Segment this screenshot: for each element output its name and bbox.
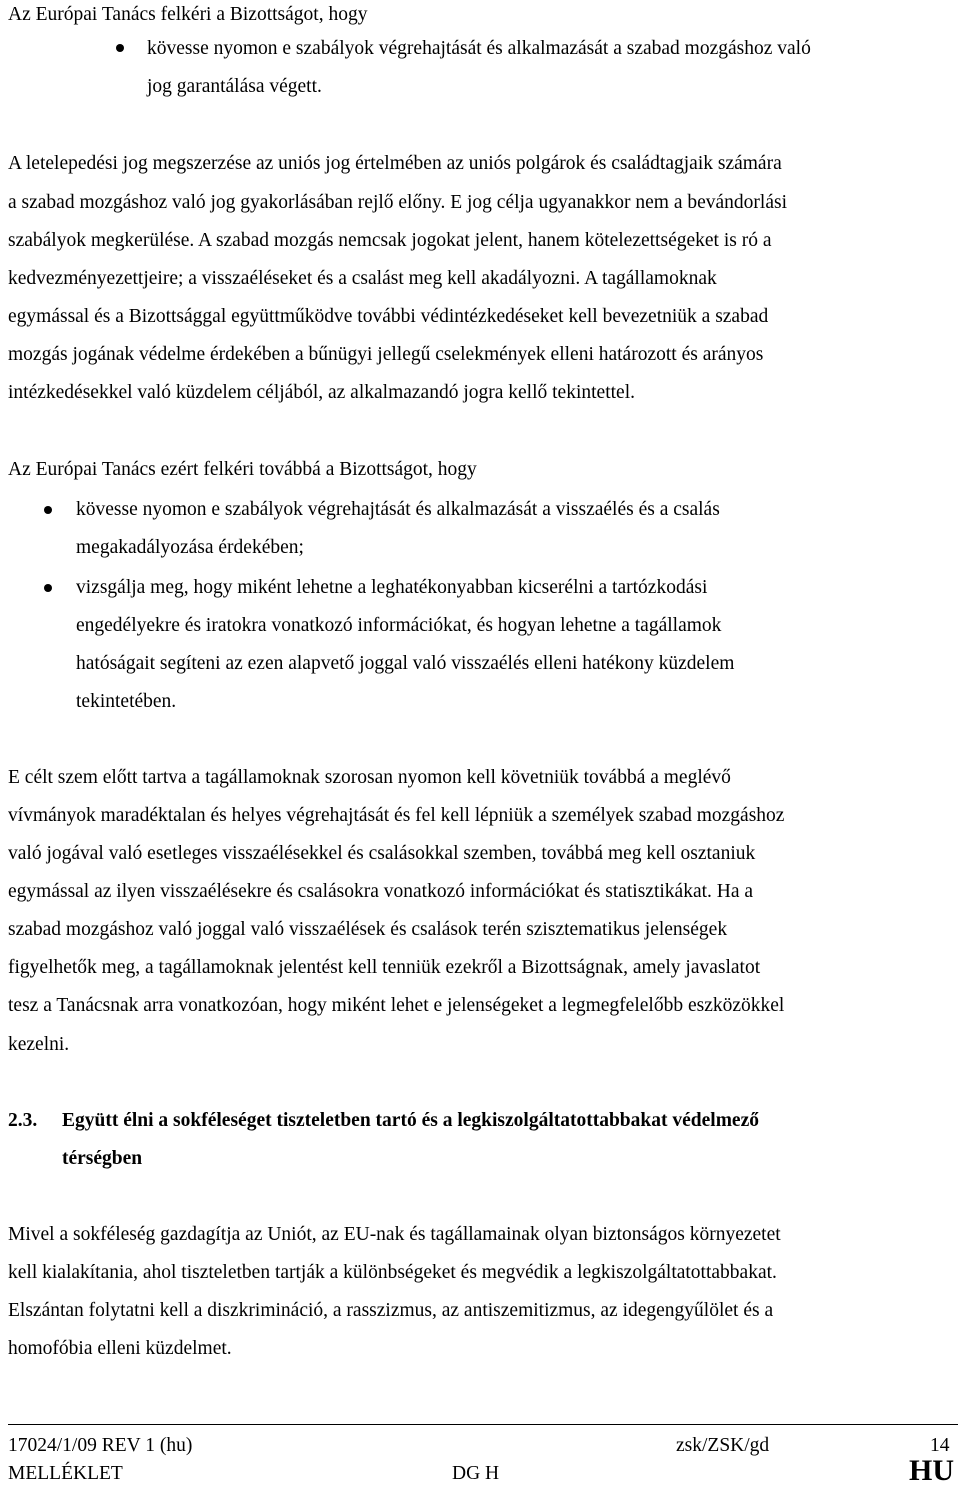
footer-rule xyxy=(8,1424,958,1425)
bullet-icon xyxy=(116,44,124,52)
body-line: szabályok megkerülése. A szabad mozgás nemcsak jogokat jelent, hanem kötelezettségeket is ró a xyxy=(8,230,772,251)
section-number: 2.3. xyxy=(8,1110,38,1131)
bullet-icon xyxy=(44,506,52,514)
section-title: Együtt élni a sokféleséget tiszteletben tartó és a legkiszolgáltatottabbakat védelmező xyxy=(62,1110,759,1131)
bullet-line: kövesse nyomon e szabályok végrehajtását és alkalmazását a visszaélés és a csalás xyxy=(76,499,720,520)
body-line: Elszántan folytatni kell a diszkrimináció, a rasszizmus, az antiszemitizmus, az idegengyűlölet és a xyxy=(8,1300,774,1321)
bullet-line: jog garantálása végett. xyxy=(147,76,322,97)
body-line: kedvezményezettjeire; a visszaéléseket és a csalást meg kell akadályozni. A tagállamoknak xyxy=(8,268,717,289)
body-line: A letelepedési jog megszerzése az uniós jog értelmében az uniós polgárok és családtagjaik számára xyxy=(8,153,782,174)
body-line: egymással az ilyen visszaélésekre és csalásokra vonatkozó információkat és statisztikákat. Ha a xyxy=(8,881,754,902)
body-line: Mivel a sokféleség gazdagítja az Uniót, az EU-nak és tagállamainak olyan biztonságos környezetet xyxy=(8,1224,781,1245)
body-line: tesz a Tanácsnak arra vonatkozóan, hogy miként lehet e jelenségeket a legmegfelelőbb eszközökkel xyxy=(8,995,785,1016)
section-title: térségben xyxy=(62,1148,143,1169)
body-line: homofóbia elleni küzdelmet. xyxy=(8,1338,232,1359)
footer-initials: zsk/ZSK/gd xyxy=(676,1435,770,1456)
body-line: szabad mozgáshoz való joggal való visszaélések és csalások terén szisztematikus jelenségek xyxy=(8,919,728,940)
body-line: kezelni. xyxy=(8,1034,70,1055)
body-line: való jogával való esetleges visszaélésekkel és csalásokkal szemben, továbbá meg kell osztaniuk xyxy=(8,843,756,864)
bullet-line: tekintetében. xyxy=(76,691,177,712)
paragraph-intro: Az Európai Tanács ezért felkéri továbbá a Bizottságot, hogy xyxy=(8,459,477,480)
footer-dg: DG H xyxy=(452,1463,500,1484)
body-line: figyelhetők meg, a tagállamoknak jelentést kell tenniük ezekről a Bizottságnak, amely javaslatot xyxy=(8,957,761,978)
body-line: egymással és a Bizottsággal együttműködve további védintézkedéseket kell bevezetniük a szabad xyxy=(8,306,769,327)
body-line: kell kialakítania, ahol tiszteletben tartják a különbségeket és megvédik a legkiszolgáltatottabbakat. xyxy=(8,1262,777,1283)
footer-language: HU xyxy=(909,1454,954,1487)
body-line: E célt szem előtt tartva a tagállamoknak szorosan nyomon kell követniük továbbá a meglévő xyxy=(8,767,731,788)
bullet-line: hatóságait segíteni az ezen alapvető joggal való visszaélés elleni hatékony küzdelem xyxy=(76,653,735,674)
body-line: intézkedésekkel való küzdelem céljából, az alkalmazandó jogra kellő tekintettel. xyxy=(8,382,635,403)
bullet-line: vizsgálja meg, hogy miként lehetne a leghatékonyabban kicserélni a tartózkodási xyxy=(76,577,708,598)
bullet-line: engedélyekre és iratokra vonatkozó információkat, és hogyan lehetne a tagállamok xyxy=(76,615,722,636)
footer-annex: MELLÉKLET xyxy=(8,1463,123,1484)
bullet-line: kövesse nyomon e szabályok végrehajtását és alkalmazását a szabad mozgáshoz való xyxy=(147,38,811,59)
bullet-line: megakadályozása érdekében; xyxy=(76,537,304,558)
body-line: mozgás jogának védelme érdekében a bűnügyi jellegű cselekmények elleni határozott és arányos xyxy=(8,344,764,365)
paragraph-intro: Az Európai Tanács felkéri a Bizottságot, hogy xyxy=(8,4,368,25)
footer-doc-ref: 17024/1/09 REV 1 (hu) xyxy=(8,1435,193,1456)
bullet-icon xyxy=(44,584,52,592)
body-line: vívmányok maradéktalan és helyes végrehajtását és fel kell lépniük a személyek szabad mozgáshoz xyxy=(8,805,785,826)
footer-page-number: 14 xyxy=(930,1435,950,1456)
body-line: a szabad mozgáshoz való jog gyakorlásában rejlő előny. E jog célja ugyanakkor nem a bevándorlási xyxy=(8,192,788,213)
